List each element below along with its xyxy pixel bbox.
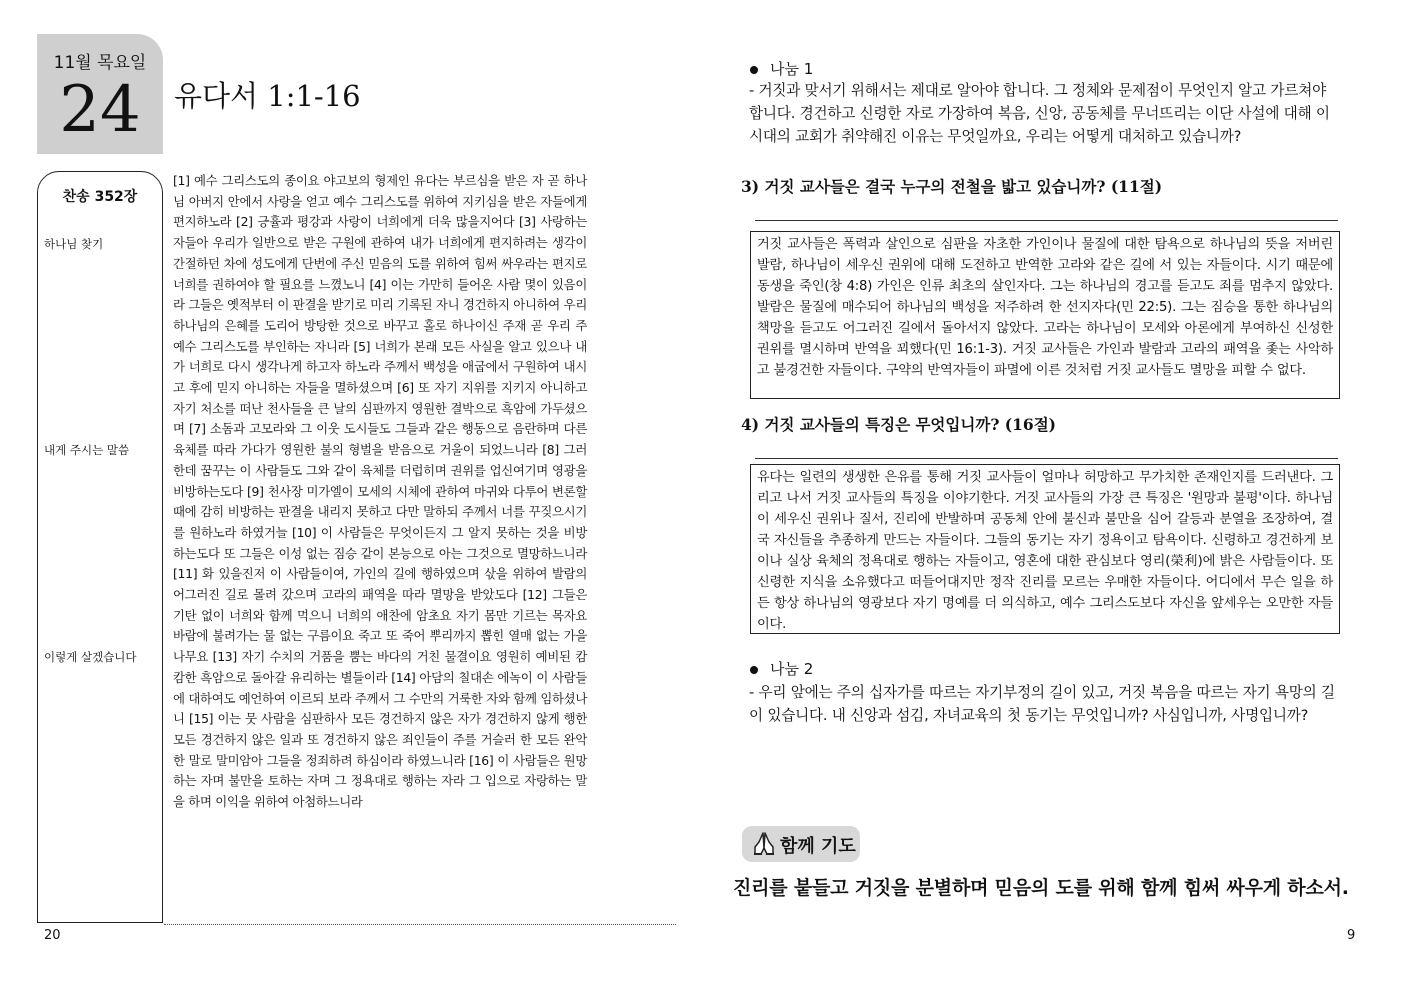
divider xyxy=(164,924,676,925)
prayer-text: 진리를 붙들고 거짓을 분별하며 믿음의 도를 위해 함께 힘써 싸우게 하소서. xyxy=(733,877,1349,899)
share2-heading-text: 나눔 2 xyxy=(770,660,814,678)
date-box xyxy=(37,34,163,154)
sidebar-label-seek-god: 하나님 찾기 xyxy=(44,237,104,251)
hymn-label: 찬송 352장 xyxy=(62,189,138,205)
praying-hands-icon xyxy=(750,830,778,858)
question3-answer-line xyxy=(755,220,1338,221)
page-number-right: 9 xyxy=(1347,928,1356,943)
question4-answer-line xyxy=(755,458,1338,459)
passage-title: 유다서 1:1-16 xyxy=(174,79,361,113)
sidebar-label-word: 내게 주시는 말씀 xyxy=(44,443,130,457)
share1-heading-text: 나눔 1 xyxy=(770,60,814,78)
question3-answer: 거짓 교사들은 폭력과 살인으로 심판을 자초한 가인이나 물질에 대한 탐욕으로 하나님의 뜻을 저버린 발람, 하나님이 세우신 권위에 대해 도전하고 반역한 고라와 같은 길에 서 있는 자들이다. 시기 때문에 동생을 죽인(창 4:8) 가인은 인류 최초의 살인자다. 그는 하나님의 경고를 듣고도 죄를 멈추지 않았다. 발람은 물질에 매수되어 하나님의 백성을 저주하려 한 선지자다(민 22:5). 그는 짐승을 통한 하나님의 책망을 듣고도 어그러진 길에서 돌아서지 않았다. 고라는 하나님이 모세와 아론에게 부여하신 신성한 권위를 멸시하며 반역을 꾀했다(민 16:1-3). 거짓 교사들은 가인과 발람과 고라의 패역을 좇는 사악하고 불경건한 자들이다. 구약의 반역자들이 파멸에 이른 것처럼 거짓 교사들도 멸망을 피할 수 없다. xyxy=(750,231,1340,399)
day-number: 24 xyxy=(59,73,141,147)
prayer-badge xyxy=(742,826,860,862)
bullet-icon xyxy=(750,66,758,74)
scripture-text: [1] 예수 그리스도의 종이요 야고보의 형제인 유다는 부르심을 받은 자 곧 하나님 아버지 안에서 사랑을 얻고 예수 그리스도를 위하여 지키심을 받은 자들에게 편지하노라 [2] 긍휼과 평강과 사랑이 너희에게 더욱 많을지어다 [3] 사랑하는 자들아 우리가 일반으로 받은 구원에 관하여 내가 너희에게 편지하려는 생각이 간절하던 차에 성도에게 단번에 주신 믿음의 도를 위하여 힘써 싸우라는 편지로 너희를 권하여야 할 필요를 느꼈노니 [4] 이는 가만히 들어온 사람 몇이 있음이라 그들은 옛적부터 이 판결을 받기로 미리 기록된 자니 경건하지 아니하여 우리 하나님의 은혜를 도리어 방탕한 것으로 바꾸고 홀로 하나이신 주재 곧 우리 주 예수 그리스도를 부인하는 자니라 [5] 너희가 본래 모든 사실을 알고 있으나 내가 너희로 다시 생각나게 하고자 하노라 주께서 백성을 애굽에서 구원하여 내시고 후에 믿지 아니하는 자들을 멸하셨으며 [6] 또 자기 지위를 지키지 아니하고 자기 처소를 떠난 천사들을 큰 날의 심판까지 영원한 결박으로 흑암에 가두셨으며 [7] 소돔과 고모라와 그 이웃 도시들도 그들과 같은 행동으로 음란하며 다른 육체를 따라 가다가 영원한 불의 형벌을 받음으로 거울이 되었느니라 [8] 그러한데 꿈꾸는 이 사람들도 그와 같이 육체를 더럽히며 권위를 업신여기며 영광을 비방하는도다 [9] 천사장 미가엘이 모세의 시체에 관하여 마귀와 다투어 변론할 때에 감히 비방하는 판결을 내리지 못하고 다만 말하되 주께서 너를 꾸짖으시기를 원하노라 하였거늘 [10] 이 사람들은 무엇이든지 그 알지 못하는 것을 비방하는도다 또 그들은 이성 없는 짐승 같이 본능으로 아는 그것으로 멸망하느니라 [11] 화 있을진저 이 사람들이여, 가인의 길에 행하였으며 삯을 위하여 발람의 어그러진 길로 몰려 갔으며 고라의 패역을 따라 멸망을 받았도다 [12] 그들은 기탄 없이 너희와 함께 먹으니 너희의 애찬에 암초요 자기 몸만 기르는 목자요 바람에 불려가는 물 없는 구름이요 죽고 또 죽어 뿌리까지 뽑힌 열매 없는 가을 나무요 [13] 자기 수치의 거품을 뿜는 바다의 거친 물결이요 영원히 예비된 캄캄한 흑암으로 돌아갈 유리하는 별들이라 [14] 아담의 칠대손 에녹이 이 사람들에 대하여도 예언하여 이르되 보라 주께서 그 수만의 거룩한 자와 함께 임하셨나니 [15] 이는 뭇 사람을 심판하사 모든 경건하지 않은 자가 경건하지 않게 행한 모든 경건하지 않은 일과 또 경건하지 않은 죄인들이 주를 거슬러 한 모든 완악한 말로 말미암아 그들을 정죄하려 하심이라 하였느니라 [16] 이 사람들은 원망하는 자며 불만을 토하는 자며 그 정욕대로 행하는 자라 그 입으로 자랑하는 말을 하며 이익을 위하여 아첨하느니라 xyxy=(173,173,587,810)
prayer-badge-label: 함께 기도 xyxy=(780,836,856,857)
question3-heading: 3) 거짓 교사들은 결국 누구의 전철을 밟고 있습니까? (11절) xyxy=(741,177,1163,196)
question4-heading: 4) 거짓 교사들의 특징은 무엇입니까? (16절) xyxy=(741,415,1057,434)
share2-text: - 우리 앞에는 주의 십자가를 따르는 자기부정의 길이 있고, 거짓 복음을 따르는 자기 욕망의 길이 있습니다. 내 신앙과 섬김, 자녀교육의 첫 동기는 무엇입니까? 사심입니까, 사명입니까? xyxy=(749,684,1335,724)
share1-text: - 거짓과 맞서기 위해서는 제대로 알아야 합니다. 그 정체와 문제점이 무엇인지 알고 가르쳐야 합니다. 경건하고 신령한 자로 가장하여 복음, 신앙, 공동체를 무너뜨리는 이단 사설에 대해 이 시대의 교회가 취약해진 이유는 무엇일까요, 우리는 어떻게 대처하고 있습니까? xyxy=(749,82,1330,145)
share1-heading xyxy=(750,58,813,79)
question4-answer: 유다는 일련의 생생한 은유를 통해 거짓 교사들이 얼마나 허망하고 무가치한 존재인지를 드러낸다. 그리고 나서 거짓 교사들의 특징을 이야기한다. 거짓 교사들의 가장 큰 특징은 '원망과 불평'이다. 하나님이 세우신 권위나 질서, 진리에 반발하며 공동체 안에 불신과 불만을 심어 갈등과 분열을 조장하여, 결국 자신들을 추종하게 만드는 자들이다. 그들의 동기는 자기 정욕이고 탐욕이다. 신령하고 경건하게 보이나 실상 육체의 정욕대로 행하는 자들이고, 영혼에 대한 관심보다 영리(榮利)에 밝은 사람들이다. 또 신령한 지식을 소유했다고 떠들어대지만 정작 진리를 모르는 우매한 자들이다. 어디에서 무슨 일을 하든 항상 하나님의 영광보다 자기 명예를 더 의식하고, 예수 그리스도보다 자신을 앞세우는 오만한 자들이다. xyxy=(750,464,1340,634)
month-weekday: 11월 목요일 xyxy=(53,53,147,73)
share2-heading xyxy=(750,658,813,679)
bullet-icon xyxy=(750,666,758,674)
page-number-left: 20 xyxy=(44,928,61,943)
sidebar xyxy=(37,171,163,923)
sidebar-label-resolution: 이렇게 살겠습니다 xyxy=(44,650,137,664)
